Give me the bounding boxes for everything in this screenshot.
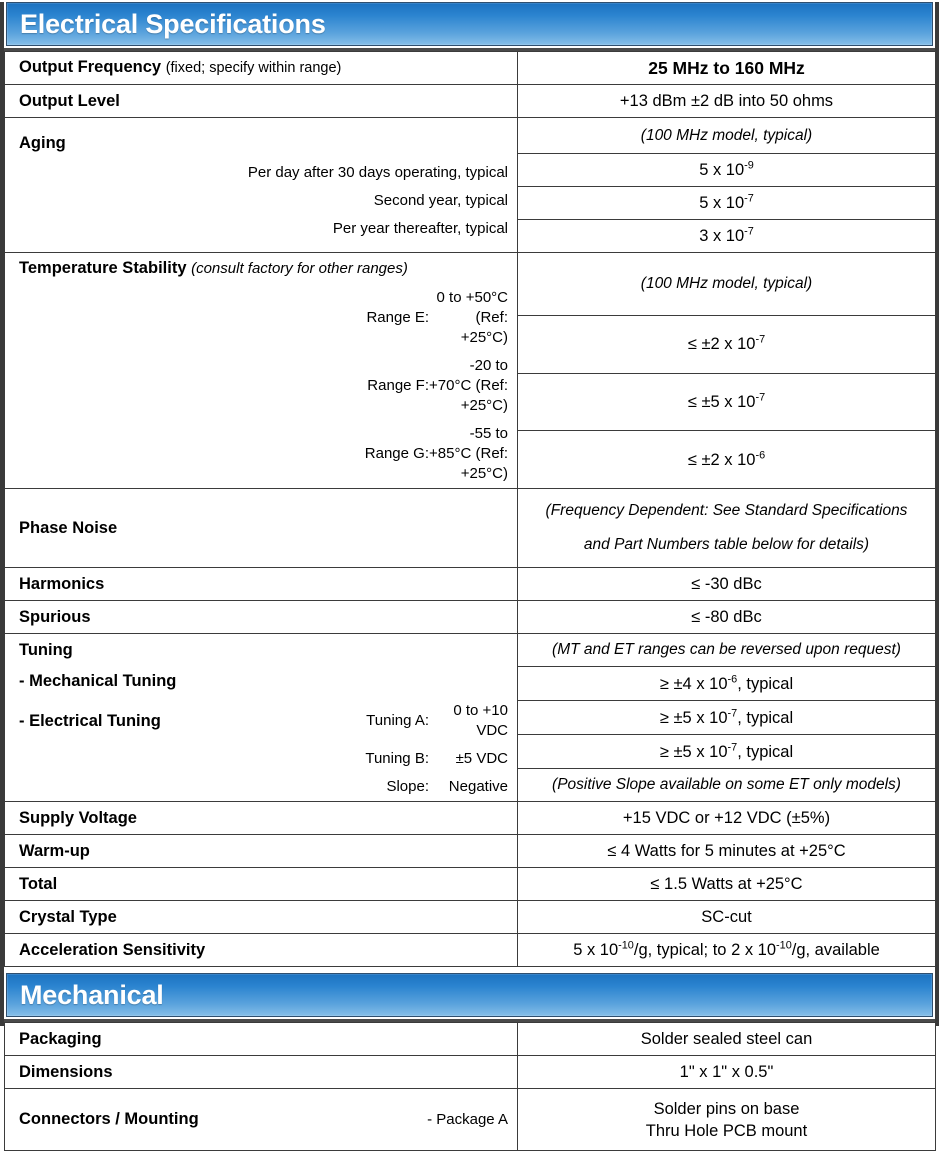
label-package-note: - Package A <box>427 1111 508 1128</box>
value-warm-up: ≤ 4 Watts for 5 minutes at +25°C <box>607 842 846 860</box>
label-note: (consult factory for other ranges) <box>191 260 408 277</box>
value-dimensions: 1" x 1" x 0.5" <box>679 1063 774 1081</box>
label-note: (fixed; specify within range) <box>165 60 342 76</box>
mechanical-section-header-wrap <box>4 973 935 1022</box>
value-supply-voltage: +15 VDC or +12 VDC (±5%) <box>622 809 831 827</box>
sub-value-range-f: -20 to +70°C (Ref: +25°C) <box>429 357 508 414</box>
label-connectors-mounting: Connectors / Mounting <box>19 1110 199 1128</box>
value-spurious: ≤ -80 dBc <box>691 608 762 626</box>
label-temperature-stability <box>5 253 517 284</box>
row-label-cell-output-level <box>5 85 518 118</box>
value-tuning-a <box>518 702 935 734</box>
value-connectors-line2: Thru Hole PCB mount <box>645 1121 808 1140</box>
sub-label-aging-per-year: Per year thereafter, typical <box>332 219 508 237</box>
value-exponent: -7 <box>744 192 754 205</box>
table-row <box>5 1056 936 1089</box>
table-row <box>5 253 936 316</box>
row-label-cell-total <box>5 868 518 901</box>
value-suffix: , typical <box>737 742 794 761</box>
value-exponent-a: -10 <box>618 939 634 952</box>
value-mantissa: 3 x 10 <box>699 227 745 245</box>
mechanical-specs-table <box>4 1022 936 1151</box>
table-row <box>5 52 936 85</box>
sub-label-aging-per-day: Per day after 30 days operating, typical <box>247 163 508 181</box>
table-row <box>5 835 936 868</box>
value-mantissa: 5 x 10 <box>699 194 745 212</box>
value-exponent: -9 <box>744 159 754 172</box>
row-label-cell-crystal-type <box>5 901 518 934</box>
value-phase-noise-line1: (Frequency Dependent: See Standard Specifications <box>545 502 908 519</box>
row-label-cell-tuning <box>5 634 518 802</box>
table-row <box>5 85 936 118</box>
sub-value-slope: Negative <box>448 777 508 795</box>
value-crystal-type: SC-cut <box>701 908 752 926</box>
row-value-cell-tuning-b <box>518 735 936 769</box>
label-warm-up: Warm-up <box>19 841 90 860</box>
row-value-cell-range-e <box>518 315 936 373</box>
value-mantissa: 5 x 10 <box>699 161 745 179</box>
value-output-level: +13 dBm ±2 dB into 50 ohms <box>619 92 834 110</box>
value-exponent: -7 <box>755 333 766 346</box>
row-label-cell-temperature-stability <box>5 253 518 489</box>
spec-sheet <box>0 2 939 1140</box>
sub-key-tuning-a: Tuning A: <box>366 711 429 729</box>
value-mantissa: ≥ ±4 x 10 <box>659 674 728 693</box>
value-mantissa: ≤ ±2 x 10 <box>687 450 756 469</box>
label-output-frequency <box>5 52 517 84</box>
row-value-cell-slope <box>518 769 936 802</box>
row-value-cell-aging-per-year <box>518 220 936 253</box>
value-total: ≤ 1.5 Watts at +25°C <box>650 875 803 893</box>
table-row <box>5 489 936 568</box>
label-tuning: Tuning <box>19 640 73 659</box>
row-label-cell-dimensions <box>5 1056 518 1089</box>
table-row <box>5 601 936 634</box>
label-supply-voltage: Supply Voltage <box>19 808 137 827</box>
value-range-g <box>518 444 935 476</box>
sub-row-range-g <box>5 420 517 488</box>
value-range-e <box>518 328 935 360</box>
value-phase-noise <box>518 489 935 567</box>
sub-value-range-e: 0 to +50°C (Ref: +25°C) <box>436 289 508 346</box>
value-suffix: , typical <box>737 708 794 727</box>
label-dimensions: Dimensions <box>19 1062 113 1081</box>
sub-row-range-e <box>5 284 517 352</box>
row-value-cell-tuning-header <box>518 634 936 667</box>
value-tuning-b <box>518 736 935 768</box>
label-aging: Aging <box>19 133 66 152</box>
electrical-section-header <box>6 2 933 46</box>
row-value-cell-warm-up <box>518 835 936 868</box>
row-label-cell-spurious <box>5 601 518 634</box>
label-packaging: Packaging <box>19 1029 102 1048</box>
sub-key-slope: Slope: <box>386 777 429 795</box>
row-value-cell-harmonics <box>518 568 936 601</box>
value-connectors-line1: Solder pins on base <box>653 1099 800 1118</box>
row-value-cell-aging-per-day <box>518 154 936 187</box>
row-value-cell-aging-second-year <box>518 187 936 220</box>
label-phase-noise: Phase Noise <box>19 518 118 537</box>
value-aging-header: (100 MHz model, typical) <box>640 126 813 144</box>
value-exponent: -7 <box>727 741 738 753</box>
value-exponent: -6 <box>727 673 738 685</box>
row-label-cell-packaging <box>5 1023 518 1056</box>
sub-value-tuning-a: 0 to +10 VDC <box>453 701 508 739</box>
row-tuning-b <box>5 745 517 773</box>
table-row <box>5 634 936 667</box>
electrical-section-header-wrap <box>4 2 935 51</box>
table-row <box>5 934 936 967</box>
sub-value-tuning-b: ±5 VDC <box>455 749 508 767</box>
value-aging-second-year <box>518 187 935 219</box>
value-connectors-mounting <box>518 1093 935 1147</box>
label-spurious: Spurious <box>19 607 91 626</box>
mechanical-section-title: Mechanical <box>20 980 164 1010</box>
value-slope: (Positive Slope available on some ET only models) <box>552 776 901 793</box>
label-harmonics: Harmonics <box>19 574 105 593</box>
value-phase-noise-line2: and Part Numbers table below for details) <box>583 536 870 553</box>
table-row <box>5 568 936 601</box>
sub-key-tuning-b: Tuning B: <box>365 749 429 767</box>
label-text: Temperature Stability <box>19 259 187 277</box>
row-label-cell-acceleration-sensitivity <box>5 934 518 967</box>
row-label-cell-phase-noise <box>5 489 518 568</box>
value-mechanical-tuning <box>518 668 935 700</box>
sub-key-range-g: Range G: <box>364 445 429 462</box>
value-tuning-header: (MT and ET ranges can be reversed upon request) <box>552 641 901 658</box>
row-value-cell-spurious <box>518 601 936 634</box>
row-value-cell-crystal-type <box>518 901 936 934</box>
table-row <box>5 1089 936 1151</box>
row-value-cell-tuning-a <box>518 701 936 735</box>
label-output-level: Output Level <box>19 91 120 110</box>
row-value-cell-temp-header <box>518 253 936 316</box>
row-label-cell-harmonics <box>5 568 518 601</box>
table-row <box>5 802 936 835</box>
value-mantissa: ≥ ±5 x 10 <box>659 742 728 761</box>
value-range-f <box>518 386 935 418</box>
sub-row-range-f <box>5 352 517 420</box>
value-middle: /g, typical; to 2 x 10 <box>633 941 777 959</box>
sub-key-range-e: Range E: <box>366 309 429 326</box>
value-temp-header: (100 MHz model, typical) <box>640 274 813 292</box>
row-label-cell-connectors-mounting <box>5 1089 518 1151</box>
row-slope <box>5 773 517 801</box>
row-label-cell-output-frequency <box>5 52 518 85</box>
value-exponent-b: -10 <box>776 939 792 952</box>
value-output-frequency: 25 MHz to 160 MHz <box>648 58 805 78</box>
table-row <box>5 901 936 934</box>
row-value-cell-connectors-mounting <box>518 1089 936 1151</box>
row-value-cell-total <box>518 868 936 901</box>
value-exponent: -6 <box>755 449 766 462</box>
sub-label-aging-second-year: Second year, typical <box>373 191 508 209</box>
row-value-cell-dimensions <box>518 1056 936 1089</box>
electrical-section-title: Electrical Specifications <box>20 9 326 39</box>
value-end: /g, available <box>791 941 880 959</box>
row-value-cell-aging-header <box>518 118 936 154</box>
row-value-cell-output-level <box>518 85 936 118</box>
row-value-cell-range-f <box>518 373 936 431</box>
mechanical-section-header <box>6 973 933 1017</box>
label-connectors-mounting-wrap <box>5 1105 517 1134</box>
row-value-cell-mechanical-tuning <box>518 667 936 701</box>
table-row <box>5 868 936 901</box>
label-crystal-type: Crystal Type <box>19 907 117 926</box>
row-electrical-tuning <box>5 697 517 745</box>
label-mechanical-tuning: - Mechanical Tuning <box>19 671 177 690</box>
value-packaging: Solder sealed steel can <box>640 1030 813 1048</box>
table-row <box>5 118 936 154</box>
value-exponent: -7 <box>727 707 738 719</box>
row-label-cell-warm-up <box>5 835 518 868</box>
value-harmonics: ≤ -30 dBc <box>691 575 762 593</box>
row-label-cell-supply-voltage <box>5 802 518 835</box>
sub-value-range-g: -55 to +85°C (Ref: +25°C) <box>429 425 508 482</box>
label-electrical-tuning: - Electrical Tuning <box>19 711 161 730</box>
row-value-cell-range-g <box>518 431 936 489</box>
value-aging-per-year <box>518 220 935 252</box>
label-acceleration-sensitivity: Acceleration Sensitivity <box>19 940 206 959</box>
row-value-cell-acceleration-sensitivity <box>518 934 936 967</box>
value-mantissa: ≤ ±5 x 10 <box>687 392 756 411</box>
value-mantissa: ≥ ±5 x 10 <box>659 708 728 727</box>
row-value-cell-supply-voltage <box>518 802 936 835</box>
row-label-cell-aging <box>5 118 518 253</box>
value-aging-per-day <box>518 154 935 186</box>
row-value-cell-packaging <box>518 1023 936 1056</box>
value-mantissa: ≤ ±2 x 10 <box>687 335 756 354</box>
row-value-cell-output-frequency <box>518 52 936 85</box>
table-row <box>5 1023 936 1056</box>
row-value-cell-phase-noise <box>518 489 936 568</box>
value-acceleration-sensitivity <box>518 934 935 966</box>
sub-key-range-f: Range F: <box>367 377 429 394</box>
value-exponent: -7 <box>755 391 766 404</box>
electrical-specs-table <box>4 51 936 967</box>
value-mantissa-a: 5 x 10 <box>573 941 619 959</box>
value-exponent: -7 <box>744 225 754 238</box>
section-gap <box>4 967 935 971</box>
label-text: Output Frequency <box>19 58 162 76</box>
label-total: Total <box>19 874 58 893</box>
value-suffix: , typical <box>737 674 794 693</box>
